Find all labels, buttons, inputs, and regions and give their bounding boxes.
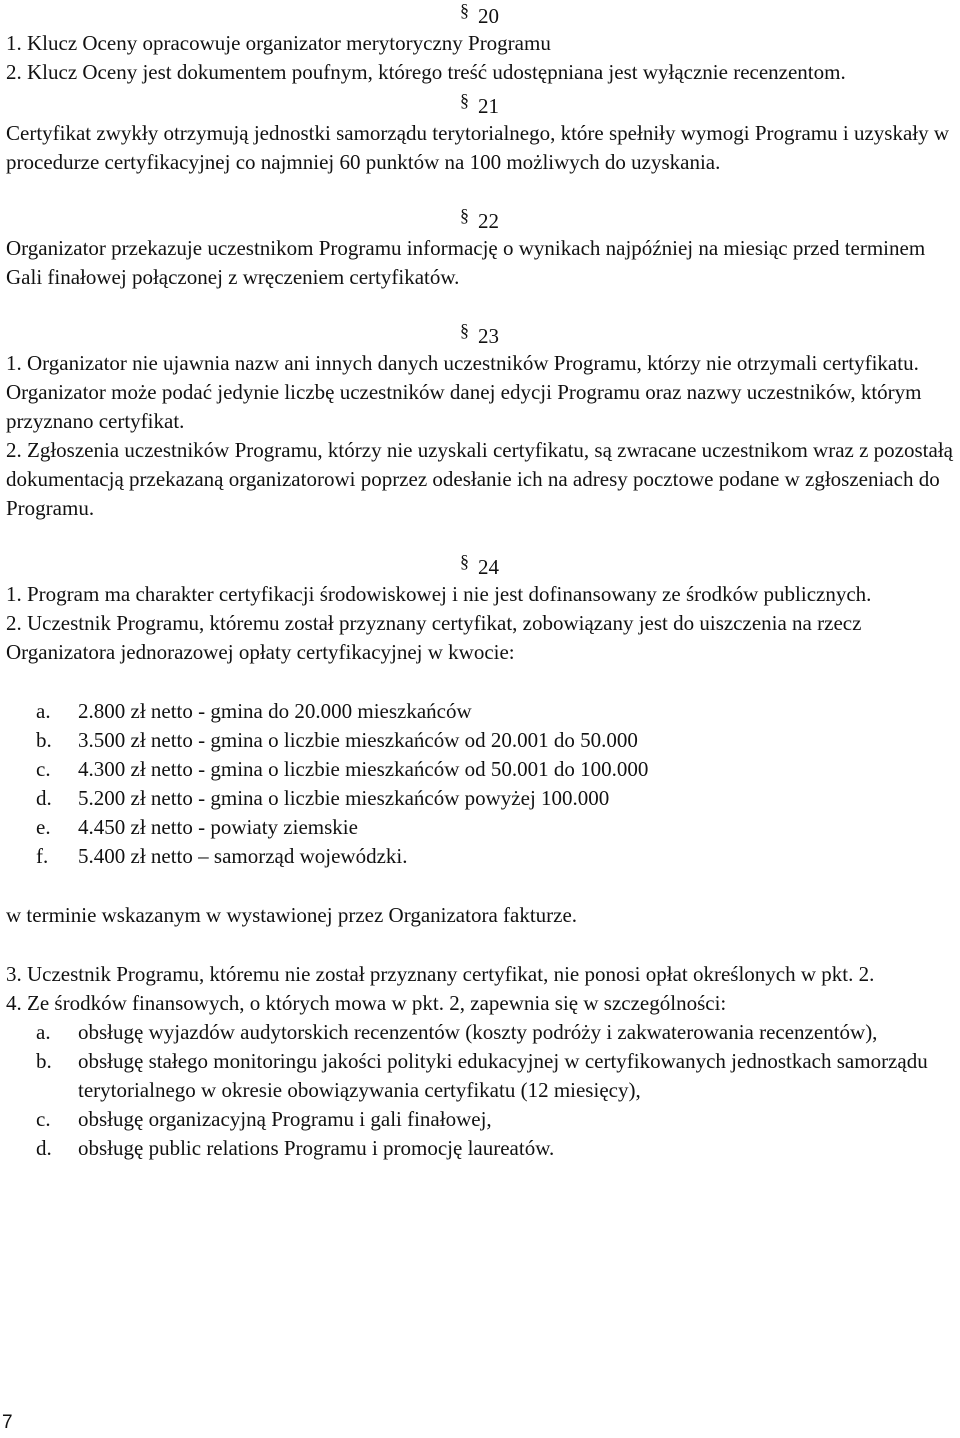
list-item-text: obsługę organizacyjną Programu i gali finałowej, xyxy=(78,1107,492,1131)
paragraph: 1. Organizator nie ujawnia nazw ani innych danych uczestników Programu, którzy nie otrzymali certyfikatu. Organizator może podać jedynie liczbę uczestników danej edycji Programu oraz nazwy uczestników, którym przyznano certyfikat. xyxy=(6,351,922,433)
list-item-label: b. xyxy=(36,1049,52,1073)
cost-coverage-list xyxy=(6,1018,956,1163)
list-item-label: f. xyxy=(36,844,49,868)
list-item-text: 3.500 zł netto - gmina o liczbie mieszkańców od 20.001 do 50.000 xyxy=(78,728,638,752)
section-heading-22 xyxy=(6,205,956,234)
list-item-text: 5.200 zł netto - gmina o liczbie mieszkańców powyżej 100.000 xyxy=(78,786,610,810)
section-number: 23 xyxy=(478,324,499,348)
list-item-label: c. xyxy=(36,1107,51,1131)
list-item xyxy=(6,784,956,813)
list-item-text: 5.400 zł netto – samorząd wojewódzki. xyxy=(78,844,408,868)
paragraph: 2. Zgłoszenia uczestników Programu, którzy nie uzyskali certyfikatu, są zwracane uczestnikom wraz z pozostałą dokumentacją przekazaną organizatorowi poprzez odesłanie ich na adresy pocztowe podane w zgłoszeniach do Programu. xyxy=(6,438,953,520)
list-item xyxy=(6,1134,956,1163)
list-item-text: 2.800 zł netto - gmina do 20.000 mieszkańców xyxy=(78,699,472,723)
list-item-label: a. xyxy=(36,699,51,723)
list-item-label: b. xyxy=(36,728,52,752)
paragraph: Organizator przekazuje uczestnikom Programu informację o wynikach najpóźniej na miesiąc przed terminem Gali finałowej połączonej z wręczeniem certyfikatów. xyxy=(6,236,926,289)
section-sign: § xyxy=(460,205,469,225)
list-item-text: obsługę public relations Programu i promocję laureatów. xyxy=(78,1136,555,1160)
paragraph: 1. Klucz Oceny opracowuje organizator merytoryczny Programu xyxy=(6,31,551,55)
section-heading-20 xyxy=(6,0,956,29)
section-sign: § xyxy=(460,0,469,20)
list-item-label: a. xyxy=(36,1020,51,1044)
page-number: 7 xyxy=(2,1412,13,1433)
list-item xyxy=(6,842,956,871)
section-sign: § xyxy=(460,320,469,340)
list-item-text: obsługę wyjazdów audytorskich recenzentów (koszty podróży i zakwaterowania recenzentów), xyxy=(78,1020,878,1044)
section-number: 22 xyxy=(478,209,499,233)
paragraph: w terminie wskazanym w wystawionej przez Organizatora fakturze. xyxy=(6,903,578,927)
list-item xyxy=(6,1018,956,1047)
section-number: 20 xyxy=(478,4,499,28)
list-item-text: 4.300 zł netto - gmina o liczbie mieszkańców od 50.001 do 100.000 xyxy=(78,757,649,781)
section-number: 21 xyxy=(478,94,499,118)
list-item-label: c. xyxy=(36,757,51,781)
section-sign: § xyxy=(460,90,469,110)
paragraph: 3. Uczestnik Programu, któremu nie został przyznany certyfikat, nie ponosi opłat określonych w pkt. 2. xyxy=(6,962,875,986)
section-number: 24 xyxy=(478,555,499,579)
list-item xyxy=(6,813,956,842)
section-heading-21 xyxy=(6,90,956,119)
section-sign: § xyxy=(460,551,469,571)
paragraph: 2. Uczestnik Programu, któremu został przyznany certyfikat, zobowiązany jest do uiszczenia na rzecz Organizatora jednorazowej opłaty certyfikacyjnej w kwocie: xyxy=(6,611,862,664)
list-item xyxy=(6,755,956,784)
paragraph: Certyfikat zwykły otrzymują jednostki samorządu terytorialnego, które spełniły wymogi Programu i uzyskały w procedurze certyfikacyjnej co najmniej 60 punktów na 100 możliwych do uzyskania. xyxy=(6,121,950,174)
paragraph: 4. Ze środków finansowych, o których mowa w pkt. 2, zapewnia się w szczególności: xyxy=(6,991,727,1015)
fee-list xyxy=(6,697,956,871)
list-item xyxy=(6,726,956,755)
document-page xyxy=(6,0,956,1163)
list-item-label: d. xyxy=(36,1136,52,1160)
list-item xyxy=(6,1047,956,1105)
list-item-label: e. xyxy=(36,815,51,839)
paragraph: 2. Klucz Oceny jest dokumentem poufnym, którego treść udostępniana jest wyłącznie recenzentom. xyxy=(6,60,846,84)
list-item xyxy=(6,1105,956,1134)
section-heading-23 xyxy=(6,320,956,349)
section-heading-24 xyxy=(6,551,956,580)
paragraph: 1. Program ma charakter certyfikacji środowiskowej i nie jest dofinansowany ze środków publicznych. xyxy=(6,582,872,606)
list-item-text: 4.450 zł netto - powiaty ziemskie xyxy=(78,815,358,839)
list-item xyxy=(6,697,956,726)
list-item-label: d. xyxy=(36,786,52,810)
list-item-text: obsługę stałego monitoringu jakości polityki edukacyjnej w certyfikowanych jednostkach samorządu terytorialnego w okresie obowiązywania certyfikatu (12 miesięcy), xyxy=(78,1049,928,1102)
